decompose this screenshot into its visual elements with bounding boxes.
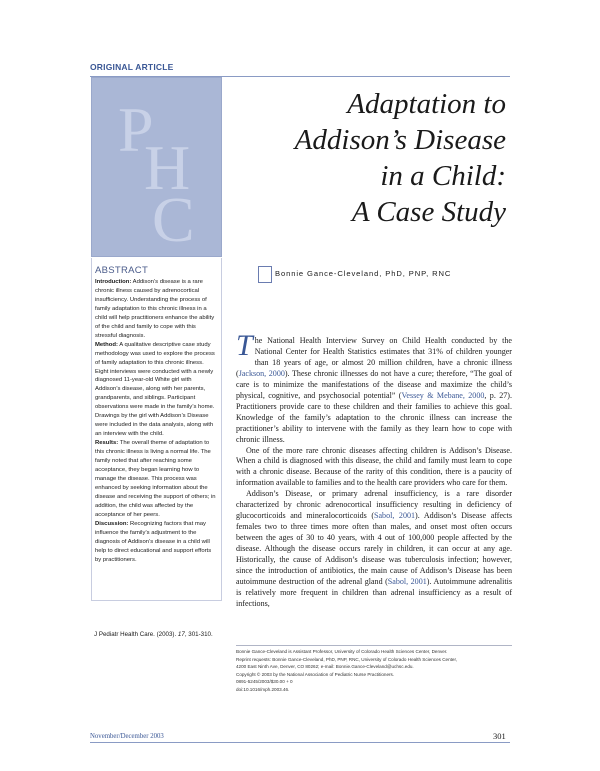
abstract-panel (91, 258, 222, 601)
citation-link[interactable]: Sabol, 2001 (374, 511, 416, 521)
abstract-introduction-text: Addison’s disease is a rare chronic illness caused by adrenocortical insufficiency. Understanding the process of family adaptation to this chronic illness in a child will help practitioners enhance the ability of the child and family to cope with this stressful diagnosis. (95, 279, 215, 339)
section-label: ORIGINAL ARTICLE (90, 62, 174, 72)
footnote-line: doi:10.1016/mph.2003.46. (236, 686, 290, 692)
article-body (236, 329, 512, 610)
body-text: he National Health Interview Survey on Child Health conducted by the National Center for Health Statistics estimates that 31% of children younger than 18 years of age, or almost 20 million children, have a chronic illness ( (236, 336, 512, 378)
abstract-method-label: Method: (95, 341, 118, 348)
footnotes (236, 648, 514, 694)
body-paragraph (236, 329, 512, 446)
citation-link[interactable]: Sabol, 2001 (387, 576, 427, 586)
journal-citation (94, 630, 224, 639)
abstract-discussion-label: Discussion: (95, 520, 129, 527)
body-paragraph (236, 446, 512, 490)
footnote-line: 0891-5245/2003/$30.00 + 0 (236, 679, 293, 685)
abstract-results-text: The overall theme of adaptation to this chronic illness is living a normal life. The family noted that after reaching some acceptance, they began learning how to manage the disease. This process was enhanced by seeking information about the disease and receiving the support of others; in addition, the child was affected by the acceptance of her peers. (95, 440, 216, 518)
monogram-letter-p: P (118, 94, 154, 165)
abstract-results (95, 439, 217, 520)
footnote-line: 4200 East Ninth Ave, Denver, CO 80262; e-mail: Bonnie.Gance-Cleveland@uchsc.edu. (236, 664, 414, 670)
drop-cap: T (236, 329, 253, 362)
footer-rule (90, 742, 510, 743)
journal-citation-pages: , 301-310. (184, 631, 213, 638)
footnote-rule (236, 645, 512, 646)
footnote-line: Copyright © 2003 by the National Association of Pediatric Nurse Practitioners. (236, 671, 395, 677)
monogram-letter-h: H (144, 132, 191, 203)
author-byline: Bonnie Gance-Cleveland, PhD, PNP, RNC (275, 269, 452, 278)
abstract-introduction-label: Introduction: (95, 279, 132, 285)
abstract-method (95, 341, 217, 439)
citation-link[interactable]: Vessey & Mebane, 2000 (401, 390, 485, 400)
abstract-results-label: Results: (95, 440, 119, 447)
monogram-letter-c: C (152, 184, 195, 255)
title-line: A Case Study (351, 196, 506, 228)
page-number: 301 (493, 731, 506, 741)
title-line: Addison’s Disease (294, 124, 506, 156)
journal-monogram-panel (91, 77, 222, 257)
title-line: Adaptation to (347, 88, 506, 120)
footnote-line: Bonnie Gance-Cleveland is Assistant Professor, University of Colorado Health Sciences Center, Denver. (236, 649, 448, 654)
body-text: ). Addison’s Disease affects females two to three times more often than males, and onset most often occurs between the ages of 30 to 40 years, with 4 out of 100,000 people affected by the disease. Although the disease occurs rarely in children, it can occur at any age. Historically, the cause of Addison’s disease was tuberculosis infection; however, since the introduction of antibiotics, the main cause of Addison’s Disease has been autoimmune destruction of the adrenal gland ( (236, 511, 512, 586)
issue-date: November/December 2003 (90, 733, 164, 740)
abstract-method-text: A qualitative descriptive case study methodology was used to explore the process of family adaptation to this chronic illness. Eight interviews were conducted with a newly diagnosed 11-year-old White girl with Addison’s disease, along with her parents, grandparents, and siblings. Participant observations were made in the family’s home. Drawings by the girl with Addison’s Disease were included in the data analysis, along with an interview with the child. (95, 341, 215, 438)
title-line: in a Child: (380, 160, 506, 192)
body-text: , p. 27). Practitioners provide care to these children and their families to achieve this goal. Knowledge of the family’s adaptation to the chronic illness can increase the practitioner’s ability to intervene with the family as they learn how to cope with chronic illness. (236, 390, 512, 444)
body-text: ). These chronic illnesses do not have a cure; therefore, “The goal of care is to minimize the manifestations of the disease and maximize the child’s physical, cognitive, and psychosocial potential” ( (236, 368, 512, 400)
footnote-line: Reprint requests: Bonnie Gance-Cleveland, PhD, PNP, RNC, University of Colorado Health Sciences Center, (236, 656, 458, 662)
citation-link[interactable]: Jackson, 2000 (238, 368, 285, 378)
article-title (295, 86, 506, 230)
author-marker-box (258, 266, 272, 283)
abstract-heading: ABSTRACT (95, 265, 149, 276)
body-text: ). Autoimmune adrenalitis is relatively more frequent in children than adrenal insufficiency as a result of infections, (236, 576, 512, 608)
body-paragraph (236, 489, 512, 609)
abstract-discussion-text: Recognizing factors that may influence the family’s adjustment to the diagnosis of Addison’s disease in a child will help to direct educational and support efforts by practitioners. (95, 520, 212, 563)
abstract-introduction (95, 278, 217, 341)
body-text: Addison’s Disease, or primary adrenal insufficiency, is a rare disorder characterized by chronic adrenocortical insufficiency resulting in deficiency of glucocorticoids and mineralocorticoids ( (236, 489, 512, 521)
abstract-discussion (95, 520, 217, 565)
journal-citation-prefix: J Pediatr Health Care. (2003). (94, 631, 178, 638)
journal-citation-volume: 17 (177, 631, 185, 638)
body-text: One of the more rare chronic diseases affecting children is Addison’s Disease. When a child is diagnosed with this disease, the child and family must learn to cope with a chronic disease. Because of the rarity of this condition, there is a paucity of information available to families and to the health care providers who care for them. (236, 445, 512, 488)
